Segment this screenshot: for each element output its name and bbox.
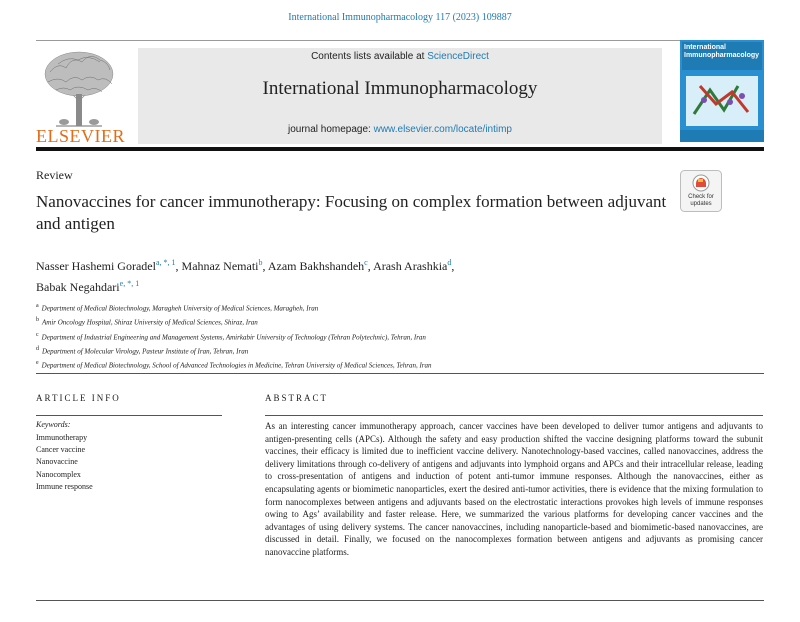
check-for-updates-button[interactable] xyxy=(680,170,722,212)
keyword[interactable]: Immune response xyxy=(36,481,93,491)
author[interactable]: Azam Bakhshandeh$^c$ xyxy=(267,258,368,273)
article-info-heading: ARTICLE INFO xyxy=(36,393,121,403)
affiliation-list xyxy=(36,300,736,372)
keywords-label: Keywords: xyxy=(36,420,71,429)
abstract-text: As an interesting cancer immunotherapy approach, cancer vaccines have been developed to deliver tumor antigens and adjuvants to antigen-presenting cells (APCs). Although the safety and easy production shifted the vaccine designing platforms toward the subunit vaccines, their efficacy is limited due to inefficient vaccine delivery. Nanotechnology-based vaccines, called nanovaccines, address the delivery limitations through co-delivery of antigens and adjuvants into lymphoid organs and APCs and their intracellular release, leading to cross-presentation of antigens and induction of potent anti-tumor immune responses. Although the nanovaccines, either as encapsulating agents or biomimetic nanoparticles, exert the desired anti-tumor activities, there is evidence that the mixing formulation to form nanocomplexes between antigens and adjuvants based on the electrostatic interactions provokes high levels of immune responses owing to Ags’ availability and faster release. Here, we summarized the various platforms for developing cancer vaccines and the advantages of using delivery systems. The cancer nanovaccines, including nanoparticle-based and biomimetic-based nanovaccines, are discussed in detail. Finally, we focused on the nanocomplexes formation between antigens and adjuvants as promising cancer nanovaccine platforms. xyxy=(265,421,763,557)
keyword[interactable]: Nanovaccine xyxy=(36,457,78,467)
keyword[interactable]: Cancer vaccine xyxy=(36,445,86,455)
header-divider xyxy=(36,40,764,41)
contents-prefix: Contents lists available at xyxy=(311,51,428,62)
section-divider xyxy=(36,373,764,374)
affiliation: $^c$ Department of Industrial Engineering and Management Systems, Amirkabir University of Technology (Tehran Polytechnic), Tehran, Iran xyxy=(36,331,426,341)
keyword-list xyxy=(36,432,93,493)
author-list: Nasser Hashemi Goradel$^{a, *, 1}$, Mahnaz Nemati$^b$, Azam Bakhshandeh$^c$, Arash Arashkia$^d$, Babak Negahdari$^{e, *, 1}$ xyxy=(36,258,455,294)
masthead-rule xyxy=(36,147,764,151)
homepage-prefix: journal homepage: xyxy=(287,124,374,135)
author-affiliation-marker[interactable]: a, *, 1 xyxy=(155,258,176,267)
affiliation: $^d$ Department of Molecular Virology, Pasteur Institute of Iran, Tehran, Iran xyxy=(36,345,249,356)
author[interactable]: Nasser Hashemi Goradel$^{a, *, 1}$ xyxy=(36,258,176,273)
author[interactable]: Mahnaz Nemati$^b$ xyxy=(181,258,263,273)
journal-homepage xyxy=(138,124,662,135)
cover-title: International Immunopharmacology xyxy=(684,44,760,59)
publisher-name: ELSEVIER xyxy=(36,126,125,146)
article-type: Review xyxy=(36,168,73,182)
journal-cover[interactable] xyxy=(680,40,764,142)
article-title: Nanovaccines for cancer immunotherapy: Focusing on complex formation between adjuvant and antigen xyxy=(36,192,667,233)
journal-citation[interactable] xyxy=(0,12,800,23)
sciencedirect-link[interactable]: ScienceDirect xyxy=(427,51,489,62)
citation-link[interactable]: International Immunopharmacology 117 (2023) 109887 xyxy=(288,12,512,23)
abstract-heading: ABSTRACT xyxy=(265,393,329,403)
keyword[interactable]: Nanocomplex xyxy=(36,469,81,479)
author-affiliation-marker[interactable]: e, *, 1 xyxy=(119,279,140,288)
affiliation: $^e$ Department of Medical Biotechnology, School of Advanced Technologies in Medicine, Tehran University of Medical Sciences, Tehran, Iran xyxy=(36,360,432,370)
abstract-bottom-rule xyxy=(36,600,764,601)
author[interactable]: Babak Negahdari$^{e, *, 1}$ xyxy=(36,279,140,294)
author-affiliation-marker[interactable]: d xyxy=(447,258,452,267)
contents-availability xyxy=(138,51,662,62)
abstract-rule xyxy=(265,415,763,416)
affiliation: $^a$ Department of Medical Biotechnology, Maragheh University of Medical Sciences, Maragheh, Iran xyxy=(36,303,319,313)
author-affiliation-marker[interactable]: b xyxy=(258,258,263,267)
homepage-link[interactable]: www.elsevier.com/locate/intimp xyxy=(373,124,512,135)
author-affiliation-marker[interactable]: c xyxy=(364,258,368,267)
keyword[interactable]: Immunotherapy xyxy=(36,433,88,442)
journal-title: International Immunopharmacology xyxy=(262,78,538,99)
journal-banner xyxy=(138,48,662,144)
author[interactable]: Arash Arashkia$^d$ xyxy=(373,258,452,273)
check-for-updates-label: Check for updates xyxy=(688,194,714,207)
affiliation: $^b$ Amir Oncology Hospital, Shiraz University of Medical Sciences, Shiraz, Iran xyxy=(36,317,258,327)
article-info-rule xyxy=(36,415,222,416)
